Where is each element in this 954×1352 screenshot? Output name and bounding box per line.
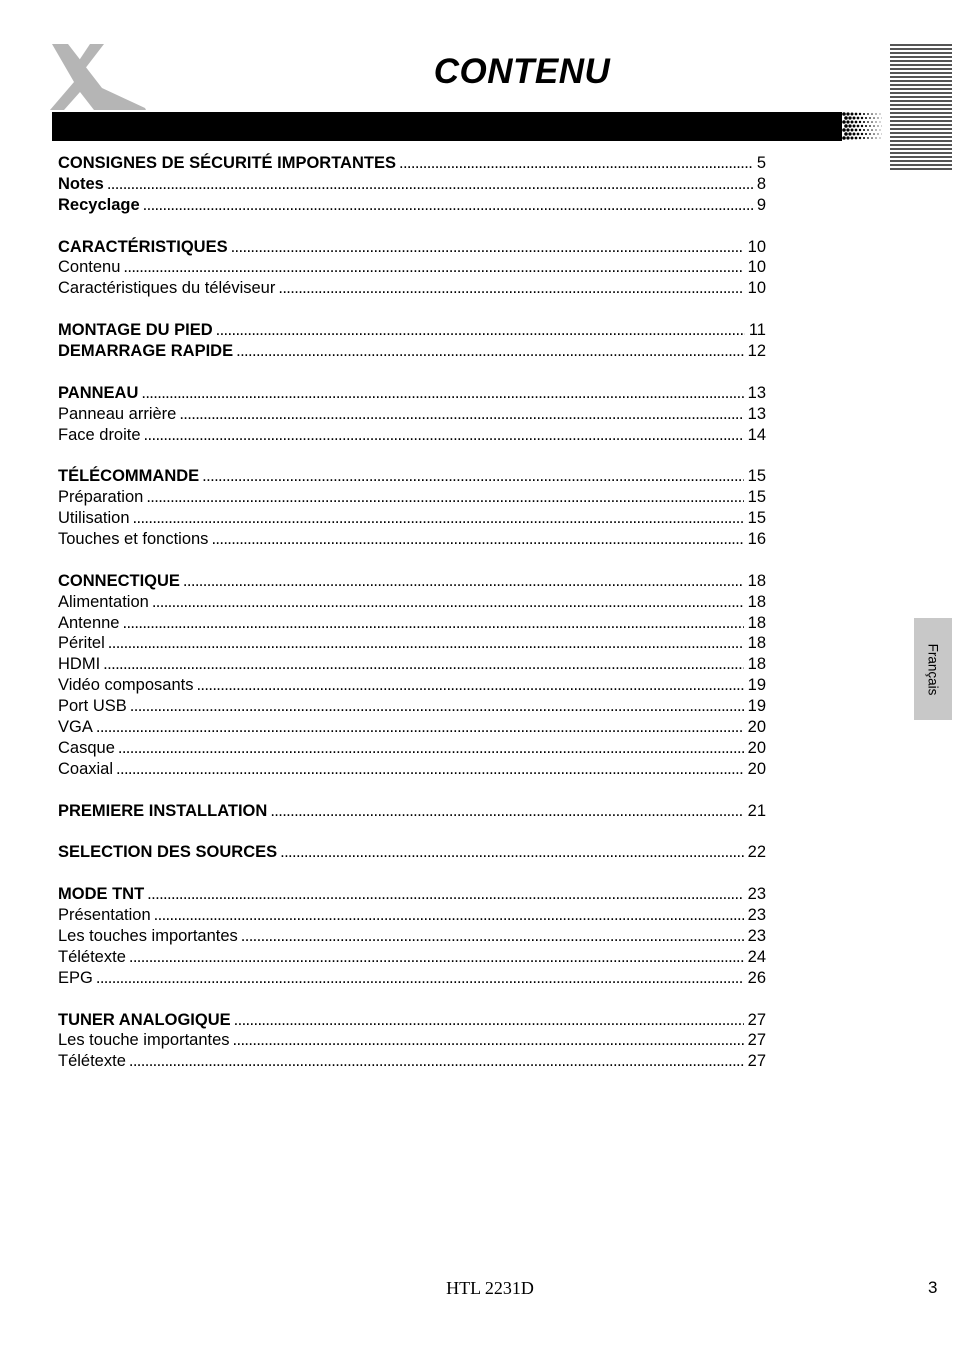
toc-entry-page: 23 (747, 885, 766, 904)
dot-mark (865, 125, 867, 127)
toc-leader-dots (270, 801, 743, 822)
toc-entry-label: Antenne (58, 613, 120, 632)
toc-entry (58, 153, 766, 174)
toc-entry-page: 18 (747, 634, 766, 653)
dot-mark (851, 121, 854, 124)
toc-leader-dots (144, 425, 744, 446)
toc-entry (58, 320, 766, 341)
dot-mark (871, 113, 873, 115)
stripe-line (890, 152, 952, 154)
toc-spacer (58, 822, 766, 843)
dot-mark (877, 125, 878, 126)
page-title: CONTENU (433, 52, 611, 91)
toc-spacer (58, 216, 766, 237)
toc-entry-page: 24 (747, 947, 766, 966)
dot-mark (871, 137, 873, 139)
toc-entry (58, 257, 766, 278)
stripe-line (890, 164, 952, 166)
stripe-line (890, 156, 952, 158)
toc-entry (58, 801, 766, 822)
toc-entry-page: 14 (747, 425, 766, 444)
toc-entry-label: Panneau arrière (58, 404, 177, 423)
toc-leader-dots (116, 759, 744, 780)
toc-entry (58, 508, 766, 529)
toc-entry-label: Vidéo composants (58, 676, 194, 695)
toc-entry-label: TÉLÉCOMMANDE (58, 467, 200, 486)
toc-entry-page: 5 (756, 154, 766, 172)
dot-mark (859, 113, 861, 115)
toc-leader-dots (133, 508, 744, 529)
toc-entry (58, 1010, 766, 1031)
toc-entry (58, 383, 766, 404)
stripe-line (890, 128, 952, 130)
toc-entry-page: 20 (747, 738, 766, 757)
toc-leader-dots (146, 487, 743, 508)
toc-entry-page: 10 (747, 258, 766, 277)
toc-leader-dots (141, 383, 743, 404)
stripe-line (890, 56, 952, 58)
dot-mark (857, 133, 860, 136)
toc-entry-page: 18 (747, 592, 766, 611)
dot-mark (875, 121, 876, 122)
dot-mark (880, 130, 881, 131)
toc-entry (58, 738, 766, 759)
toc-entry-label: Les touches importantes (58, 926, 238, 945)
toc-entry-label: HDMI (58, 655, 101, 674)
toc-leader-dots (236, 341, 744, 362)
toc-entry-page: 27 (747, 1010, 766, 1029)
dot-mark (877, 117, 878, 118)
toc-entry-label: SELECTION DES SOURCES (58, 843, 278, 862)
dot-mark (846, 120, 849, 123)
toc-entry-page: 9 (756, 195, 766, 214)
toc-entry-page: 15 (747, 509, 766, 528)
toc-leader-dots (118, 738, 744, 759)
dot-mark (846, 128, 849, 131)
toc-leader-dots (280, 842, 744, 863)
toc-entry (58, 592, 766, 613)
toc-entry-page: 23 (747, 926, 766, 945)
toc-leader-dots (231, 237, 744, 258)
toc-entry-label: CARACTÉRISTIQUES (58, 237, 228, 256)
toc-entry (58, 341, 766, 362)
toc-leader-dots (179, 404, 743, 425)
toc-entry-page: 10 (747, 237, 766, 256)
toc-spacer (58, 362, 766, 383)
toc-entry-page: 13 (747, 404, 766, 423)
dot-mark (873, 125, 875, 127)
stripe-line (890, 68, 952, 70)
toc-entry-label: MODE TNT (58, 885, 145, 904)
dot-mark (867, 113, 869, 115)
toc-entry (58, 675, 766, 696)
toc-entry-label: VGA (58, 718, 93, 737)
toc-leader-dots (202, 466, 743, 487)
toc-entry-page: 22 (747, 843, 766, 862)
dot-mark (863, 137, 865, 139)
toc-entry-label: Notes (58, 174, 104, 193)
dot-mark (871, 121, 873, 123)
toc-entry-page: 13 (747, 383, 766, 402)
toc-leader-dots (129, 1051, 744, 1072)
dot-mark (863, 121, 865, 123)
toc-entry (58, 174, 766, 195)
stripe-line (890, 136, 952, 138)
toc-entry-label: Recyclage (58, 195, 140, 214)
toc-entry-label: PREMIERE INSTALLATION (58, 801, 268, 820)
dot-mark (859, 129, 861, 131)
toc-entry-page: 20 (747, 759, 766, 778)
toc-leader-dots (241, 926, 744, 947)
toc-entry (58, 905, 766, 926)
toc-entry-label: Contenu (58, 258, 121, 277)
toc-leader-dots (196, 675, 743, 696)
dot-mark (851, 113, 854, 116)
dot-mark (855, 113, 858, 116)
toc-entry (58, 487, 766, 508)
toc-entry (58, 237, 766, 258)
toc-entry (58, 1051, 766, 1072)
toc-entry-label: Utilisation (58, 509, 130, 528)
dot-mark (865, 133, 867, 135)
toc-leader-dots (103, 654, 743, 675)
toc-leader-dots (96, 968, 744, 989)
footer-model: HTL 2231D (446, 1278, 534, 1298)
toc-leader-dots (216, 320, 745, 341)
stripe-line (890, 72, 952, 74)
dot-mark (863, 113, 865, 115)
dot-mark (875, 137, 876, 138)
toc-entry-page: 15 (747, 488, 766, 507)
stripe-line (890, 108, 952, 110)
toc-entry-label: DEMARRAGE RAPIDE (58, 342, 234, 361)
stripe-line (890, 148, 952, 150)
toc-entry-label: Caractéristiques du téléviseur (58, 279, 276, 298)
toc-entry-page: 8 (756, 174, 766, 193)
toc-leader-dots (233, 1030, 744, 1051)
dot-mark (875, 113, 876, 114)
dot-mark (844, 132, 848, 136)
dot-mark (865, 117, 867, 119)
toc-entry-label: MONTAGE DU PIED (58, 321, 213, 340)
dot-mark (848, 132, 851, 135)
header-bar (52, 112, 842, 141)
toc-entry-label: EPG (58, 968, 93, 987)
stripe-line (890, 140, 952, 142)
toc-entry-page: 21 (747, 801, 766, 820)
toc-entry-page: 18 (747, 613, 766, 632)
dot-mark (867, 121, 869, 123)
toc-entry (58, 717, 766, 738)
toc-leader-dots (211, 529, 743, 550)
stripe-line (890, 88, 952, 90)
toc-leader-dots (130, 696, 744, 717)
toc-entry-page: 26 (747, 968, 766, 987)
toc-entry-label: CONSIGNES DE SÉCURITÉ IMPORTANTES (58, 154, 396, 172)
toc-leader-dots (234, 1010, 744, 1031)
stripe-line (890, 76, 952, 78)
stripe-line (890, 112, 952, 114)
header-bar-dots-decoration (842, 112, 882, 141)
dot-mark (861, 117, 863, 119)
stripe-line (890, 104, 952, 106)
stripe-line (890, 44, 952, 46)
toc-entry-label: Touches et fonctions (58, 530, 209, 549)
toc-entry-label: Alimentation (58, 592, 149, 611)
dot-mark (848, 124, 851, 127)
toc-leader-dots (183, 571, 744, 592)
toc-entry-page: 27 (747, 1052, 766, 1071)
stripe-line (890, 116, 952, 118)
dot-mark (851, 129, 854, 132)
dot-mark (880, 138, 881, 139)
dot-mark (842, 128, 846, 132)
dot-mark (842, 136, 846, 140)
toc-leader-dots (129, 947, 744, 968)
stripe-line (890, 144, 952, 146)
dot-mark (873, 117, 875, 119)
dot-mark (857, 125, 860, 128)
dot-mark (853, 125, 856, 128)
toc-entry-page: 16 (747, 530, 766, 549)
stripe-line (890, 84, 952, 86)
toc-entry-label: CONNECTIQUE (58, 571, 180, 590)
dot-mark (863, 129, 865, 131)
toc-entry (58, 278, 766, 299)
toc-entry-label: Coaxial (58, 759, 114, 778)
toc-entry-label: TUNER ANALOGIQUE (58, 1010, 231, 1029)
toc-entry (58, 633, 766, 654)
dot-mark (855, 121, 858, 124)
dot-mark (867, 137, 869, 139)
toc-leader-dots (152, 592, 744, 613)
toc-leader-dots (278, 278, 743, 299)
stripe-line (890, 92, 952, 94)
toc-entry (58, 529, 766, 550)
toc-entry-label: Télétexte (58, 1052, 126, 1071)
toc-entry (58, 926, 766, 947)
toc-leader-dots (143, 195, 753, 216)
stripe-line (890, 64, 952, 66)
toc-leader-dots (96, 717, 744, 738)
toc-entry-page: 19 (747, 676, 766, 695)
dot-mark (848, 116, 851, 119)
toc-entry-page: 19 (747, 697, 766, 716)
toc-entry (58, 1030, 766, 1051)
toc-entry (58, 195, 766, 216)
stripe-line (890, 60, 952, 62)
stripe-line (890, 124, 952, 126)
dot-mark (853, 117, 856, 120)
toc-entry-label: Casque (58, 738, 115, 757)
toc-entry-page: 10 (747, 279, 766, 298)
dot-mark (844, 124, 848, 128)
dot-mark (851, 137, 854, 140)
toc-entry-page: 11 (748, 321, 766, 340)
toc-leader-dots (399, 153, 753, 174)
toc-spacer (58, 863, 766, 884)
toc-entry-label: Les touche importantes (58, 1031, 230, 1050)
toc-leader-dots (147, 884, 743, 905)
toc-entry-page: 15 (747, 467, 766, 486)
toc-entry-label: Face droite (58, 425, 141, 444)
corner-lines-decoration (890, 44, 952, 172)
dot-mark (857, 117, 860, 120)
toc-entry (58, 947, 766, 968)
toc-spacer (58, 780, 766, 801)
toc-leader-dots (123, 257, 743, 278)
page-number: 3 (928, 1278, 938, 1297)
language-tab-label: Français (925, 643, 941, 695)
stripe-line (890, 48, 952, 50)
dot-mark (859, 137, 861, 139)
toc-entry (58, 968, 766, 989)
toc-entry (58, 571, 766, 592)
dot-mark (842, 112, 846, 116)
dot-mark (855, 129, 858, 132)
dot-mark (880, 122, 881, 123)
dot-mark (855, 137, 858, 140)
toc-entry (58, 654, 766, 675)
dot-mark (861, 133, 863, 135)
dot-mark (844, 116, 848, 120)
dot-mark (875, 129, 876, 130)
toc-entry-page: 23 (747, 906, 766, 925)
stripe-line (890, 96, 952, 98)
toc-entry-label: Présentation (58, 906, 151, 925)
dot-mark (846, 136, 849, 139)
toc-entry-label: Péritel (58, 634, 105, 653)
stripe-line (890, 80, 952, 82)
toc-entry-page: 18 (747, 655, 766, 674)
toc-spacer (58, 550, 766, 571)
dot-mark (859, 121, 861, 123)
toc-spacer (58, 989, 766, 1010)
stripe-line (890, 120, 952, 122)
toc-entry-label: Port USB (58, 697, 127, 716)
dot-mark (869, 133, 871, 135)
toc-entry-page: 27 (747, 1031, 766, 1050)
toc-entry (58, 404, 766, 425)
toc-entry (58, 759, 766, 780)
toc-entry (58, 842, 766, 863)
dot-mark (853, 133, 856, 136)
toc-entry-page: 20 (747, 718, 766, 737)
stripe-line (890, 100, 952, 102)
dot-mark (867, 129, 869, 131)
stripe-line (890, 132, 952, 134)
dot-mark (869, 117, 871, 119)
dot-mark (861, 125, 863, 127)
dot-mark (873, 133, 875, 135)
toc-leader-dots (108, 633, 744, 654)
dot-mark (880, 114, 881, 115)
toc-entry-page: 18 (747, 571, 766, 590)
stripe-line (890, 52, 952, 54)
stripe-line (890, 168, 952, 170)
toc-leader-dots (154, 905, 744, 926)
table-of-contents (58, 153, 766, 1072)
toc-entry-label: PANNEAU (58, 383, 139, 402)
toc-entry (58, 696, 766, 717)
toc-entry-label: Préparation (58, 488, 144, 507)
language-tab (914, 618, 952, 720)
dot-mark (869, 125, 871, 127)
toc-entry (58, 466, 766, 487)
toc-spacer (58, 445, 766, 466)
stripe-line (890, 160, 952, 162)
dot-mark (877, 133, 878, 134)
toc-entry (58, 613, 766, 634)
toc-entry-label: Télétexte (58, 947, 126, 966)
dot-mark (871, 129, 873, 131)
toc-leader-dots (122, 613, 743, 634)
dot-mark (842, 120, 846, 124)
toc-entry-page: 12 (747, 342, 766, 361)
toc-entry (58, 884, 766, 905)
toc-leader-dots (107, 174, 753, 195)
toc-entry (58, 425, 766, 446)
dot-mark (846, 112, 849, 115)
toc-spacer (58, 299, 766, 320)
